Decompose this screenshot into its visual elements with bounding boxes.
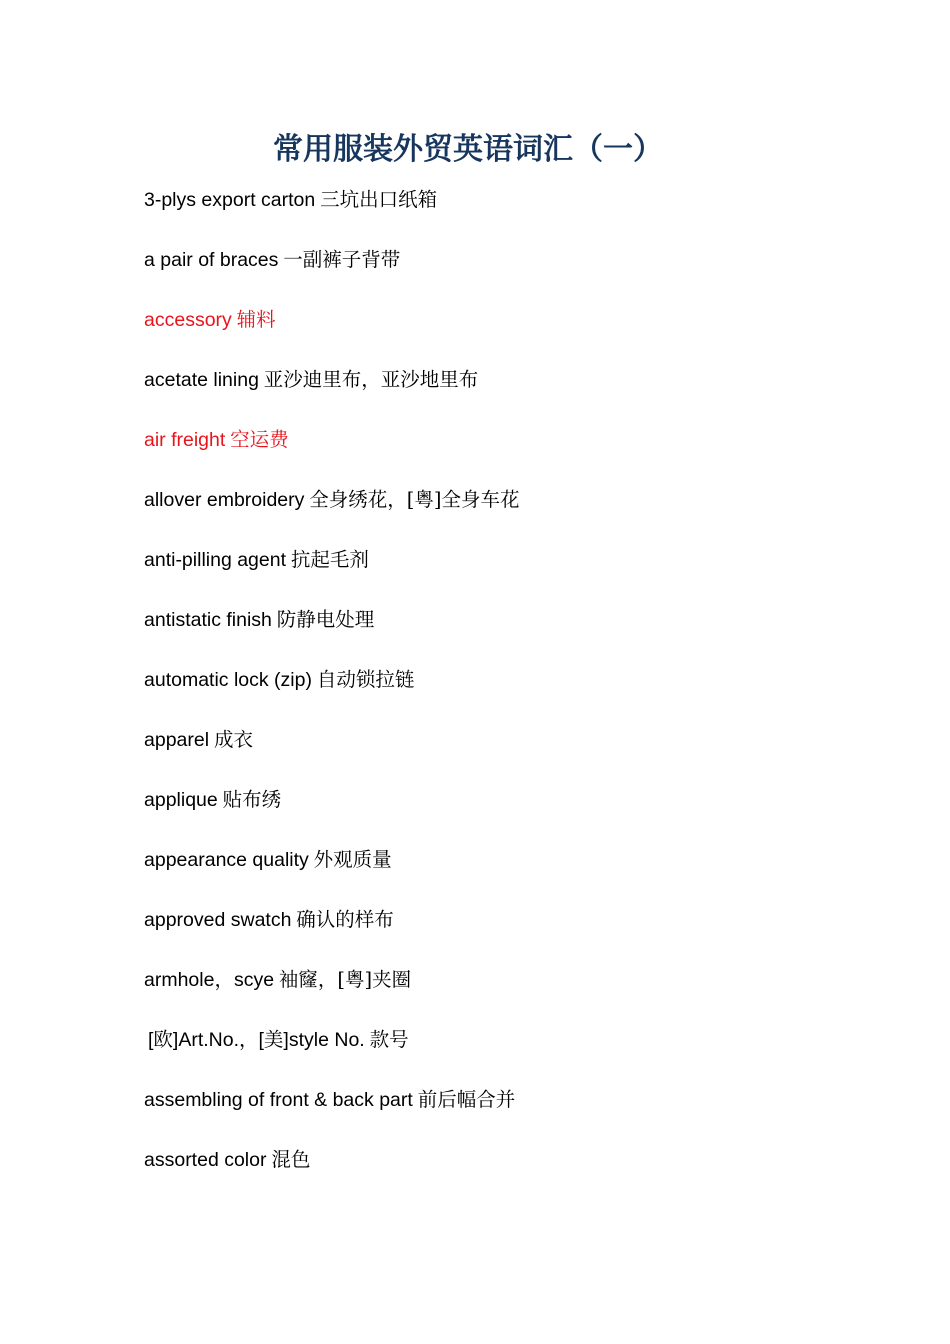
entry-chinese-translation: 贴布绣 xyxy=(222,788,282,811)
entry-english-term: a pair of braces xyxy=(144,249,279,271)
entry-chinese-translation: 亚沙迪里布，亚沙地里布 xyxy=(263,368,479,391)
entry-english-term: 3-plys export carton xyxy=(144,189,316,211)
entry-chinese-translation: 三坑出口纸箱 xyxy=(320,188,438,211)
vocabulary-entry xyxy=(144,1084,904,1144)
entry-english-term: accessory xyxy=(144,309,232,331)
vocabulary-list xyxy=(144,184,904,1204)
vocabulary-entry xyxy=(144,604,904,664)
entry-chinese-translation: 一副裤子背带 xyxy=(283,248,401,271)
entry-chinese-translation: 全身绣花，[粤]全身车花 xyxy=(309,488,520,511)
document-title: 常用服装外贸英语词汇（一） xyxy=(273,132,663,167)
entry-chinese-translation: 前后幅合并 xyxy=(417,1088,516,1111)
entry-chinese-translation: 防静电处理 xyxy=(276,608,375,631)
entry-english-term: applique xyxy=(144,789,218,811)
entry-english-term: apparel xyxy=(144,729,210,751)
entry-english-term: assorted color xyxy=(144,1149,267,1171)
entry-english-term: armhole，scye xyxy=(144,969,275,991)
vocabulary-entry xyxy=(144,664,904,724)
entry-chinese-translation: 袖窿，[粤]夹圈 xyxy=(278,968,412,991)
vocabulary-entry xyxy=(144,964,904,1024)
entry-english-term: appearance quality xyxy=(144,849,309,871)
entry-english-term: approved swatch xyxy=(144,909,292,931)
entry-chinese-translation: 自动锁拉链 xyxy=(316,668,415,691)
entry-chinese-translation: 空运费 xyxy=(230,428,289,451)
vocabulary-entry xyxy=(144,364,904,424)
vocabulary-entry xyxy=(144,304,904,364)
entry-english-term: acetate lining xyxy=(144,369,259,391)
entry-english-term: automatic lock (zip) xyxy=(144,669,312,691)
vocabulary-entry xyxy=(144,1024,904,1084)
vocabulary-entry xyxy=(144,424,904,484)
entry-chinese-translation: 抗起毛剂 xyxy=(290,548,369,571)
entry-chinese-translation: 辅料 xyxy=(236,308,276,331)
entry-english-term: [欧]Art.No.，[美]style No. xyxy=(148,1029,365,1051)
vocabulary-entry xyxy=(144,544,904,604)
entry-english-term: assembling of front & back part xyxy=(144,1089,413,1111)
vocabulary-entry xyxy=(144,484,904,544)
entry-chinese-translation: 混色 xyxy=(271,1148,311,1171)
entry-english-term: antistatic finish xyxy=(144,609,272,631)
entry-chinese-translation: 外观质量 xyxy=(313,848,392,871)
entry-english-term: allover embroidery xyxy=(144,489,305,511)
entry-english-term: air freight xyxy=(144,429,226,451)
entry-chinese-translation: 确认的样布 xyxy=(296,908,394,931)
entry-chinese-translation: 款号 xyxy=(369,1028,409,1051)
vocabulary-entry xyxy=(144,724,904,784)
vocabulary-entry xyxy=(144,784,904,844)
vocabulary-entry xyxy=(144,184,904,244)
vocabulary-entry xyxy=(144,904,904,964)
vocabulary-entry xyxy=(144,244,904,304)
entry-chinese-translation: 成衣 xyxy=(213,728,253,751)
entry-english-term: anti-pilling agent xyxy=(144,549,287,571)
vocabulary-entry xyxy=(144,844,904,904)
vocabulary-entry xyxy=(144,1144,904,1204)
